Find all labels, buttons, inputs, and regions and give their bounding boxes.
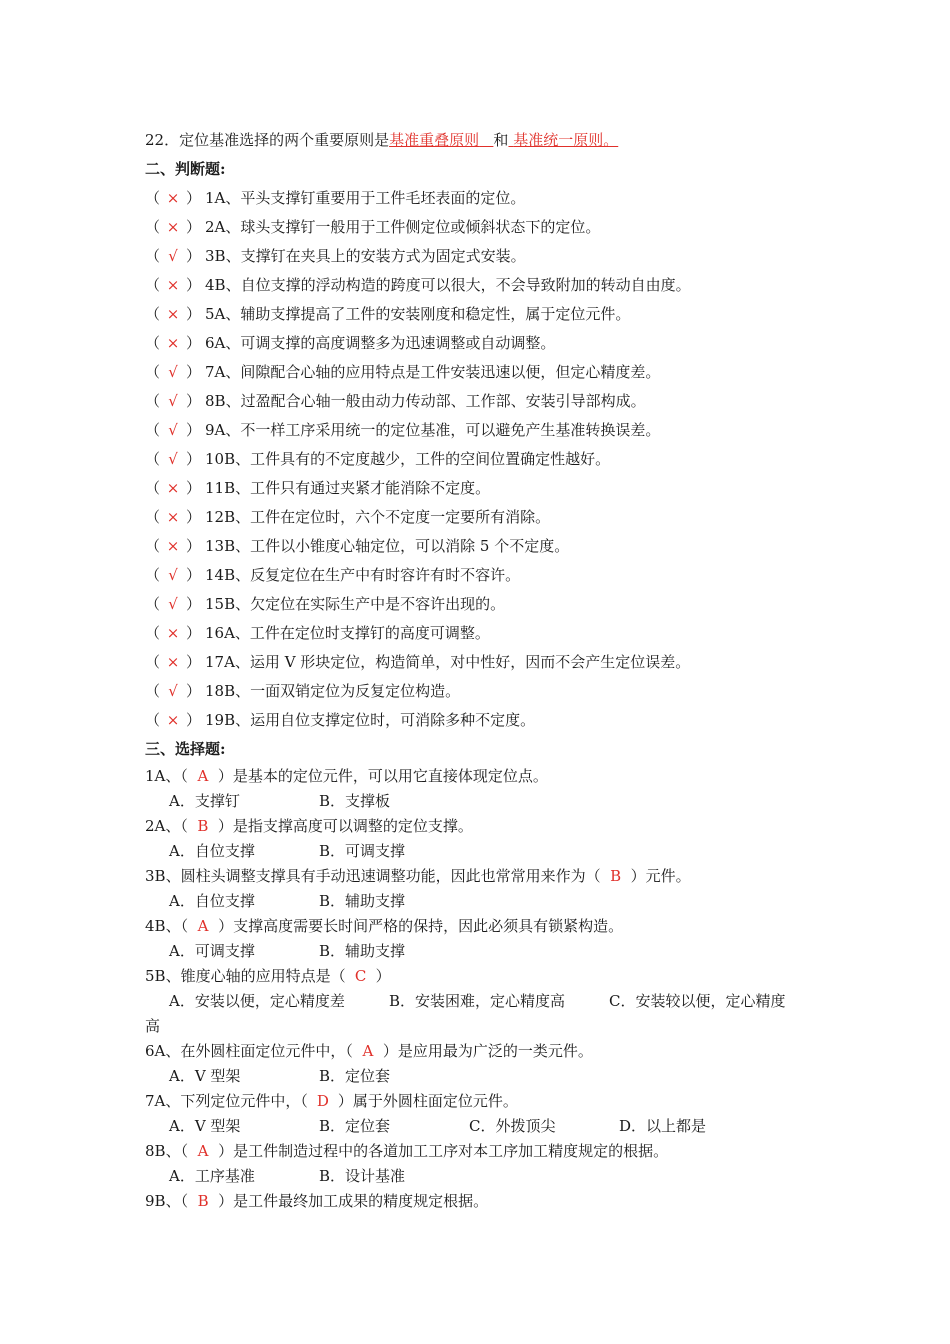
mc-question-post: ）属于外圆柱面定位元件。	[337, 1092, 518, 1110]
tf-mark: √	[168, 682, 178, 700]
tf-paren: （ × ）	[145, 213, 205, 242]
tf-mark: ×	[166, 537, 180, 555]
mc-options	[145, 939, 825, 964]
mc-question-pre: 7A、下列定位元件中，（	[145, 1092, 308, 1110]
mc-option: B．辅助支撑	[319, 942, 406, 960]
tf-text: 19B、运用自位支撑定位时，可消除多种不定度。	[205, 711, 536, 729]
mc-question	[145, 1189, 825, 1214]
mc-heading: 三、选择题:	[145, 740, 226, 758]
mc-option: B．辅助支撑	[319, 892, 406, 910]
tf-item	[145, 503, 825, 532]
tf-mark: √	[168, 392, 178, 410]
mc-question-post: ）是指支撑高度可以调整的定位支撑。	[217, 817, 473, 835]
tf-text: 3B、支撑钉在夹具上的安装方式为固定式安装。	[205, 247, 526, 265]
mc-options	[145, 839, 825, 864]
mc-option: C．外拨顶尖	[469, 1117, 556, 1135]
mc-question-pre: 3B、圆柱头调整支撑具有手动迅速调整功能，因此也常常用来作为（	[145, 867, 601, 885]
mc-options	[145, 1064, 825, 1089]
mc-option: A．可调支撑	[169, 942, 255, 960]
mc-option: B．定位套	[319, 1067, 391, 1085]
mc-question	[145, 814, 825, 839]
tf-item	[145, 706, 825, 735]
tf-item	[145, 329, 825, 358]
mc-question-pre: 5B、锥度心轴的应用特点是（	[145, 967, 346, 985]
tf-text: 11B、工件只有通过夹紧才能消除不定度。	[205, 479, 491, 497]
mc-option: D．以上都是	[619, 1117, 707, 1135]
mc-option: A．V 型架	[169, 1117, 241, 1135]
tf-text: 9A、不一样工序采用统一的定位基准，可以避免产生基准转换误差。	[205, 421, 661, 439]
mc-option: B．支撑板	[319, 792, 391, 810]
tf-text: 2A、球头支撑钉一般用于工件侧定位或倾斜状态下的定位。	[205, 218, 601, 236]
tf-mark: ×	[166, 508, 180, 526]
mc-options	[145, 889, 825, 914]
tf-paren: （ × ）	[145, 503, 205, 532]
tf-text: 4B、自位支撑的浮动构造的跨度可以很大，不会导致附加的转动自由度。	[205, 276, 691, 294]
tf-mark: √	[168, 566, 178, 584]
tf-paren: （ √ ）	[145, 242, 205, 271]
mc-question-post: ）是工件最终加工成果的精度规定根据。	[218, 1192, 489, 1210]
tf-mark: ×	[166, 653, 180, 671]
tf-paren: （ × ）	[145, 184, 205, 213]
mc-question	[145, 914, 825, 939]
mc-answer: D	[316, 1092, 329, 1110]
mc-question	[145, 864, 825, 889]
tf-mark: ×	[166, 218, 180, 236]
mc-answer: B	[197, 1192, 209, 1210]
mc-question	[145, 1089, 825, 1114]
tf-mark: ×	[166, 189, 180, 207]
fill-prefix: 22．定位基准选择的两个重要原则是	[145, 131, 390, 149]
mc-option: A．安装以便，定心精度差	[169, 992, 345, 1010]
mc-question	[145, 764, 825, 789]
mc-answer: B	[197, 817, 209, 835]
tf-text: 17A、运用 V 形块定位，构造简单，对中性好，因而不会产生定位误差。	[205, 653, 691, 671]
mc-question-pre: 4B、（	[145, 917, 189, 935]
tf-text: 10B、工件具有的不定度越少，工件的空间位置确定性越好。	[205, 450, 611, 468]
mc-answer: C	[354, 967, 367, 985]
tf-item	[145, 445, 825, 474]
tf-paren: （ × ）	[145, 706, 205, 735]
mc-option: A．自位支撑	[169, 842, 255, 860]
tf-item	[145, 561, 825, 590]
mc-question-post: ）支撑高度需要长时间严格的保持，因此必须具有锁紧构造。	[218, 917, 624, 935]
mc-option-wrap: 高	[145, 1017, 161, 1035]
tf-item	[145, 416, 825, 445]
mc-options	[145, 1114, 825, 1139]
tf-item	[145, 677, 825, 706]
mc-option: A．V 型架	[169, 1067, 241, 1085]
tf-text: 12B、工件在定位时，六个不定度一定要所有消除。	[205, 508, 551, 526]
tf-mark: ×	[166, 276, 180, 294]
tf-text: 16A、工件在定位时支撑钉的高度可调整。	[205, 624, 490, 642]
mc-option: B．定位套	[319, 1117, 391, 1135]
mc-option: A．自位支撑	[169, 892, 255, 910]
tf-paren: （ √ ）	[145, 677, 205, 706]
tf-text: 18B、一面双销定位为反复定位构造。	[205, 682, 461, 700]
tf-paren: （ √ ）	[145, 445, 205, 474]
tf-mark: √	[168, 595, 178, 613]
tf-text: 14B、反复定位在生产中有时容许有时不容许。	[205, 566, 521, 584]
mc-answer: A	[197, 1142, 209, 1160]
tf-paren: （ √ ）	[145, 358, 205, 387]
mc-question	[145, 964, 825, 989]
mc-question-post: ）元件。	[630, 867, 691, 885]
tf-text: 15B、欠定位在实际生产中是不容许出现的。	[205, 595, 506, 613]
mc-options	[145, 789, 825, 814]
tf-paren: （ √ ）	[145, 561, 205, 590]
tf-item	[145, 213, 825, 242]
mc-options	[145, 989, 825, 1014]
tf-mark: ×	[166, 479, 180, 497]
tf-text: 13B、工件以小锥度心轴定位，可以消除 5 个不定度。	[205, 537, 570, 555]
mc-options	[145, 1164, 825, 1189]
tf-text: 8B、过盈配合心轴一般由动力传动部、工作部、安装引导部构成。	[205, 392, 646, 410]
mc-option: A．支撑钉	[169, 792, 240, 810]
tf-paren: （ × ）	[145, 300, 205, 329]
mc-option: B．可调支撑	[319, 842, 406, 860]
mc-option: B．安装困难，定心精度高	[389, 992, 566, 1010]
mc-question-pre: 1A、（	[145, 767, 188, 785]
mc-answer: A	[362, 1042, 374, 1060]
tf-item	[145, 358, 825, 387]
mc-question	[145, 1039, 825, 1064]
mc-question-post: ）是工件制造过程中的各道加工工序对本工序加工精度规定的根据。	[218, 1142, 669, 1160]
tf-paren: （ × ）	[145, 532, 205, 561]
fill-answer-1: 基准重叠原则	[389, 131, 480, 149]
tf-item	[145, 242, 825, 271]
mc-list	[145, 764, 825, 1214]
tf-item	[145, 271, 825, 300]
mc-question-post: ）是基本的定位元件，可以用它直接体现定位点。	[217, 767, 548, 785]
tf-mark: ×	[166, 305, 180, 323]
mc-answer: A	[197, 917, 209, 935]
tf-paren: （ × ）	[145, 329, 205, 358]
tf-heading: 二、判断题:	[145, 160, 226, 178]
tf-mark: √	[168, 450, 178, 468]
mc-question-post: ）是应用最为广泛的一类元件。	[382, 1042, 593, 1060]
tf-item	[145, 300, 825, 329]
tf-paren: （ × ）	[145, 619, 205, 648]
tf-item	[145, 184, 825, 213]
tf-paren: （ √ ）	[145, 590, 205, 619]
tf-paren: （ √ ）	[145, 387, 205, 416]
content	[145, 126, 825, 1214]
mc-question-post: ）	[375, 967, 391, 985]
mc-option: B．设计基准	[319, 1167, 406, 1185]
tf-paren: （ × ）	[145, 271, 205, 300]
fill-mid: 和	[493, 131, 509, 149]
tf-mark: √	[168, 247, 178, 265]
tf-mark: ×	[166, 624, 180, 642]
tf-item	[145, 387, 825, 416]
mc-question	[145, 1139, 825, 1164]
tf-text: 7A、间隙配合心轴的应用特点是工件安装迅速以便，但定心精度差。	[205, 363, 661, 381]
tf-item	[145, 590, 825, 619]
tf-item	[145, 619, 825, 648]
tf-text: 1A、平头支撑钉重要用于工件毛坯表面的定位。	[205, 189, 526, 207]
tf-text: 6A、可调支撑的高度调整多为迅速调整或自动调整。	[205, 334, 556, 352]
tf-text: 5A、辅助支撑提高了工件的安装刚度和稳定性，属于定位元件。	[205, 305, 631, 323]
tf-mark: ×	[166, 711, 180, 729]
tf-paren: （ × ）	[145, 648, 205, 677]
fill-answer-2: 基准统一原则。	[513, 131, 619, 149]
mc-question-pre: 8B、（	[145, 1142, 189, 1160]
mc-answer: A	[197, 767, 209, 785]
tf-item	[145, 474, 825, 503]
tf-mark: √	[168, 363, 178, 381]
tf-paren: （ √ ）	[145, 416, 205, 445]
tf-list	[145, 184, 825, 735]
mc-question-pre: 2A、（	[145, 817, 188, 835]
mc-question-pre: 9B、（	[145, 1192, 189, 1210]
mc-answer: B	[610, 867, 622, 885]
tf-item	[145, 532, 825, 561]
tf-item	[145, 648, 825, 677]
tf-paren: （ × ）	[145, 474, 205, 503]
mc-question-pre: 6A、在外圆柱面定位元件中，（	[145, 1042, 353, 1060]
mc-option: C．安装较以便，定心精度	[609, 992, 786, 1010]
tf-mark: √	[168, 421, 178, 439]
mc-option: A．工序基准	[169, 1167, 255, 1185]
tf-mark: ×	[166, 334, 180, 352]
fill-question-22	[145, 126, 825, 155]
